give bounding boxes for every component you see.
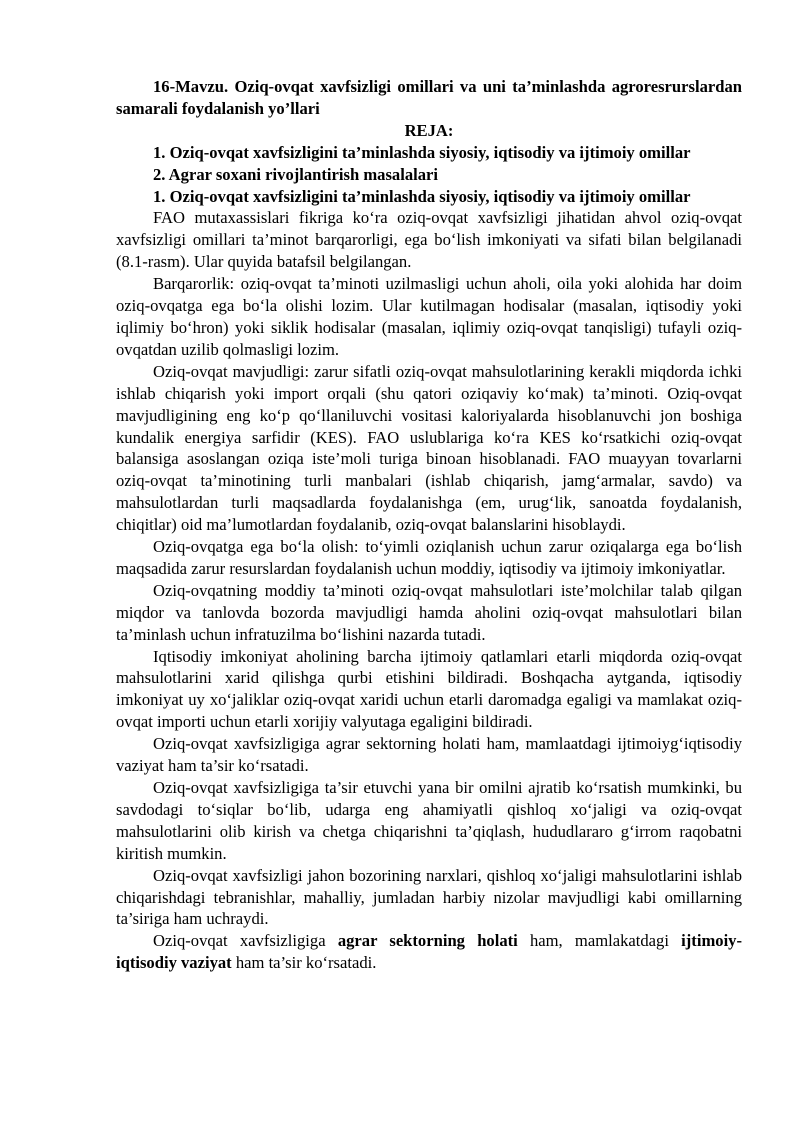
- paragraph-fao: FAO mutaxassislari fikriga ko‘ra oziq-ovqat xavfsizligi jihatidan ahvol oziq-ovqat xavfsizligi omillari ta’minot barqarorligi, ega bo‘lish imkoniyati va sifati bilan belgilanadi (8.1-rasm). Ular quyida batafsil belgilangan.: [116, 208, 742, 272]
- conclusion-text-1: Oziq-ovqat xavfsizligiga: [153, 931, 338, 951]
- paragraph-barqarorlik: Barqarorlik: oziq-ovqat ta’minoti uzilmasligi uchun aholi, oila yoki alohida har doim oziq-ovqatga ega bo‘la olishi lozim. Ular kutilmagan hodisalar (masalan, iqtisodiy yoki iqlimiy bo‘hron) yoki siklik hodisalar (masalan, iqlimiy oziq-ovqat tanqisligi) tufayli oziq-ovqatdan uzilib qolmasligi lozim.: [116, 274, 742, 359]
- paragraph-conclusion: [116, 930, 742, 974]
- plan-heading: REJA:: [404, 120, 454, 140]
- paragraph-mavjudligi: Oziq-ovqat mavjudligi: zarur sifatli oziq-ovqat mahsulotlarining kerakli miqdorda ichki ishlab chiqarish yoki import orqali (shu qatori oziqaviy ko‘mak) ta’minoti. Oziq-ovqat mavjudligining eng ko‘p qo‘llaniluvchi vositasi kaloriyalarda hisoblanuvchi jon boshiga kundalik energiya sarfidir (KES). FAO uslublariga ko‘ra KES ko‘rsatkichi oziq-ovqat balansiga asoslangan oziqa iste’moli turiga binoan hisoblanadi. FAO muayyan tovarlarni oziq-ovqat ta’minotining turli manbalari (ishlab chiqarish, jamg‘armalar, savdo) va mahsulotlardan turli maqsadlarda foydalanishga (em, urug‘lik, sanoatda foydalanish, chiqitlar) oid ma’lumotlardan foydalanib, oziq-ovqat balanslarini hisoblaydi.: [116, 361, 742, 535]
- paragraph-iqtisodiy-imkoniyat: Iqtisodiy imkoniyat aholining barcha ijtimoiy qatlamlari etarli miqdorda oziq-ovqat mahsulotlarini xarid qilishga qurbi etishini bildiradi. Boshqacha aytganda, iqtisodiy imkoniyat uy xo‘jaliklar oziq-ovqat xaridi uchun etarli daromadga egaligi va mamlakat oziq-ovqat importi uchun etarli xorijiy valyutaga egaligini bildiradi.: [116, 646, 742, 732]
- conclusion-bold-agrar: agrar sektorning holati: [337, 931, 518, 951]
- paragraph-savdo-tosiqlar: Oziq-ovqat xavfsizligiga ta’sir etuvchi yana bir omilni ajratib ko‘rsatish mumkinki, bu savdodagi to‘siqlar bo‘lib, udarga eng ahamiyatli qishloq xo‘jaligi va oziq-ovqat mahsulotlarini olib kirish va chetga chiqarishni ta’qiqlash, hududlararo g‘irrom raqobatni kiritish mumkin.: [116, 778, 742, 863]
- paragraph-jahon-bozori: Oziq-ovqat xavfsizligi jahon bozorining narxlari, qishloq xo‘jaligi mahsulotlarini ishlab chiqarishdagi tebranishlar, mahalliy, jumladan harbiy nizolar mavjudligi kabi omillarning ta’siriga ham uchraydi.: [116, 865, 742, 929]
- plan-item-1: 1. Oziq-ovqat xavfsizligini ta’minlashda siyosiy, iqtisodiy va ijtimoiy omillar: [153, 142, 691, 162]
- conclusion-bold-vaziyat: ijtimoiy-iqtisodiy vaziyat: [116, 931, 742, 973]
- document-page: [116, 76, 742, 974]
- document-title: 16-Mavzu. Oziq-ovqat xavfsizligi omillari va uni ta’minlashda agroresrurslardan samarali foydalanish yo’llari: [116, 77, 742, 118]
- plan-item-2: 2. Agrar soxani rivojlantirish masalalari: [153, 164, 439, 184]
- conclusion-text-2: ham, mamlakatdagi: [517, 931, 682, 951]
- paragraph-ega-bolish: Oziq-ovqatga ega bo‘la olish: to‘yimli oziqlanish uchun zarur oziqalarga ega bo‘lish maqsadida zarur resurslardan foydalanish uchun moddiy, iqtisodiy va ijtimoiy imkoniyatlar.: [116, 537, 742, 578]
- paragraph-agrar-sektor: Oziq-ovqat xavfsizligiga agrar sektorning holati ham, mamlaatdagi ijtimoiyg‘iqtisodiy vaziyat ham ta’sir ko‘rsatadi.: [116, 734, 742, 776]
- paragraph-moddiy-taminot: Oziq-ovqatning moddiy ta’minoti oziq-ovqat mahsulotlari iste’molchilar talab qilgan miqdor va tanlovda bozorda mavjudligi hamda aholini oziq-ovqat mahsulotlari bilan ta’minlash uchun infratuzilma bo‘lishini nazarda tutadi.: [116, 580, 742, 644]
- section-heading: 1. Oziq-ovqat xavfsizligini ta’minlashda siyosiy, iqtisodiy va ijtimoiy omillar: [153, 186, 691, 206]
- conclusion-text-3: ham ta’sir ko‘rsatadi.: [231, 953, 377, 973]
